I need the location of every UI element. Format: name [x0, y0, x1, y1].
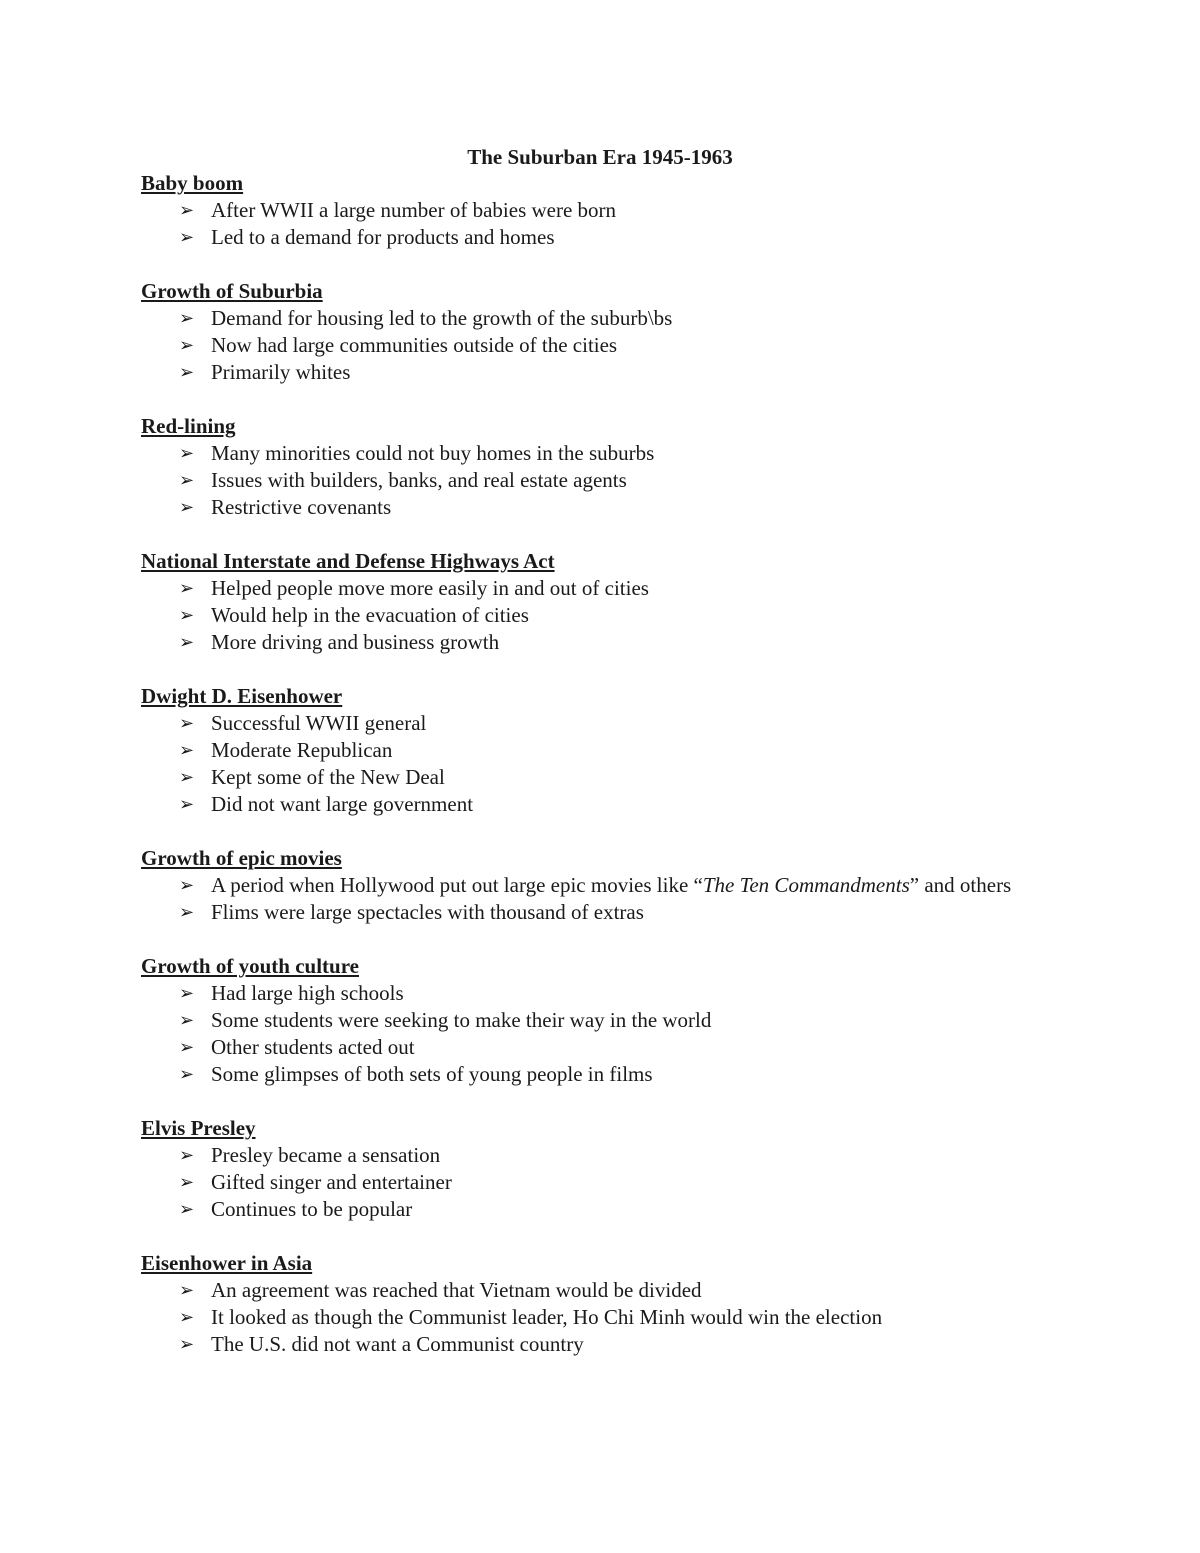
list-item-text: After WWII a large number of babies were born — [211, 198, 617, 222]
arrowhead-bullet-icon: ➢ — [179, 1172, 195, 1193]
list-item-text: Had large high schools — [211, 981, 404, 1005]
list-item-text: A period when Hollywood put out large epic movies like “ — [211, 873, 703, 897]
bullet-list — [141, 980, 1061, 1088]
list-item-text: Other students acted out — [211, 1035, 415, 1059]
arrowhead-bullet-icon: ➢ — [179, 578, 195, 599]
list-item — [141, 1196, 1061, 1223]
bullet-list — [141, 305, 1061, 386]
list-item — [141, 494, 1061, 521]
list-item — [141, 980, 1061, 1007]
list-item — [141, 332, 1061, 359]
section-growth-of-youth-culture — [141, 953, 1061, 1088]
list-item-text: The U.S. did not want a Communist country — [211, 1332, 584, 1356]
arrowhead-bullet-icon: ➢ — [179, 794, 195, 815]
list-item-text: Led to a demand for products and homes — [211, 225, 555, 249]
section-red-lining — [141, 413, 1061, 521]
section-heading: Growth of epic movies — [141, 846, 342, 870]
section-heading: Baby boom — [141, 171, 244, 195]
section-baby-boom — [141, 170, 1061, 251]
list-item — [141, 224, 1061, 251]
arrowhead-bullet-icon: ➢ — [179, 1280, 195, 1301]
arrowhead-bullet-icon: ➢ — [179, 362, 195, 383]
list-item — [141, 764, 1061, 791]
list-item — [141, 872, 1061, 899]
page-title: The Suburban Era 1945-1963 — [467, 145, 733, 169]
arrowhead-bullet-icon: ➢ — [179, 227, 195, 248]
list-item-text: Issues with builders, banks, and real estate agents — [211, 468, 627, 492]
list-item-text: ” and others — [909, 873, 1012, 897]
arrowhead-bullet-icon: ➢ — [179, 605, 195, 626]
bullet-list — [141, 1142, 1061, 1223]
list-item — [141, 305, 1061, 332]
arrowhead-bullet-icon: ➢ — [179, 1010, 195, 1031]
list-item-text: It looked as though the Communist leader, Ho Chi Minh would win the election — [211, 1305, 883, 1329]
list-item-text: Gifted singer and entertainer — [211, 1170, 452, 1194]
section-heading: Eisenhower in Asia — [141, 1251, 313, 1275]
arrowhead-bullet-icon: ➢ — [179, 740, 195, 761]
section-eisenhower-in-asia — [141, 1250, 1061, 1358]
list-item-text: An agreement was reached that Vietnam would be divided — [211, 1278, 702, 1302]
bullet-list — [141, 197, 1061, 251]
list-item-text: Kept some of the New Deal — [211, 765, 445, 789]
arrowhead-bullet-icon: ➢ — [179, 632, 195, 653]
arrowhead-bullet-icon: ➢ — [179, 767, 195, 788]
list-item-text: Primarily whites — [211, 360, 351, 384]
arrowhead-bullet-icon: ➢ — [179, 443, 195, 464]
list-item — [141, 1304, 1061, 1331]
list-item-text: More driving and business growth — [211, 630, 500, 654]
section-heading: Red-lining — [141, 414, 236, 438]
list-item — [141, 1061, 1061, 1088]
list-item-text: Now had large communities outside of the cities — [211, 333, 618, 357]
list-item-text: Some students were seeking to make their way in the world — [211, 1008, 712, 1032]
list-item — [141, 791, 1061, 818]
list-item-text: Continues to be popular — [211, 1197, 413, 1221]
list-item-text: Many minorities could not buy homes in the suburbs — [211, 441, 655, 465]
list-item — [141, 1142, 1061, 1169]
bullet-list — [141, 710, 1061, 818]
list-item-text: Helped people move more easily in and out of cities — [211, 576, 649, 600]
list-item — [141, 629, 1061, 656]
section-dwight-d-eisenhower — [141, 683, 1061, 818]
list-item — [141, 737, 1061, 764]
arrowhead-bullet-icon: ➢ — [179, 200, 195, 221]
arrowhead-bullet-icon: ➢ — [179, 1307, 195, 1328]
list-item — [141, 440, 1061, 467]
list-item — [141, 575, 1061, 602]
arrowhead-bullet-icon: ➢ — [179, 335, 195, 356]
list-item-text: Flims were large spectacles with thousand of extras — [211, 900, 644, 924]
list-item — [141, 1331, 1061, 1358]
arrowhead-bullet-icon: ➢ — [179, 1334, 195, 1355]
section-heading: Growth of youth culture — [141, 954, 359, 978]
list-item-text: Demand for housing led to the growth of the suburb\bs — [211, 306, 673, 330]
section-growth-of-epic-movies — [141, 845, 1061, 926]
list-item — [141, 1007, 1061, 1034]
bullet-list — [141, 440, 1061, 521]
bullet-list — [141, 872, 1061, 926]
bullet-list — [141, 575, 1061, 656]
list-item-text: Restrictive covenants — [211, 495, 392, 519]
document-body — [141, 170, 1061, 1385]
arrowhead-bullet-icon: ➢ — [179, 713, 195, 734]
arrowhead-bullet-icon: ➢ — [179, 470, 195, 491]
arrowhead-bullet-icon: ➢ — [179, 308, 195, 329]
section-elvis-presley — [141, 1115, 1061, 1223]
list-item-text: Some glimpses of both sets of young people in films — [211, 1062, 653, 1086]
list-item — [141, 1034, 1061, 1061]
section-national-interstate-and-defense-highways-act — [141, 548, 1061, 656]
list-item — [141, 197, 1061, 224]
arrowhead-bullet-icon: ➢ — [179, 902, 195, 923]
section-heading: Growth of Suburbia — [141, 279, 323, 303]
arrowhead-bullet-icon: ➢ — [179, 875, 195, 896]
arrowhead-bullet-icon: ➢ — [179, 1199, 195, 1220]
section-heading: Elvis Presley — [141, 1116, 256, 1140]
arrowhead-bullet-icon: ➢ — [179, 983, 195, 1004]
list-item — [141, 602, 1061, 629]
list-item — [141, 359, 1061, 386]
list-item-text: Would help in the evacuation of cities — [211, 603, 529, 627]
bullet-list — [141, 1277, 1061, 1358]
arrowhead-bullet-icon: ➢ — [179, 1037, 195, 1058]
list-item-text: Did not want large government — [211, 792, 474, 816]
movie-title: The Ten Commandments — [702, 873, 910, 897]
list-item-text: Successful WWII general — [211, 711, 427, 735]
section-heading: National Interstate and Defense Highways Act — [141, 549, 555, 573]
arrowhead-bullet-icon: ➢ — [179, 497, 195, 518]
list-item — [141, 899, 1061, 926]
list-item — [141, 1277, 1061, 1304]
arrowhead-bullet-icon: ➢ — [179, 1145, 195, 1166]
list-item-text: Moderate Republican — [211, 738, 393, 762]
arrowhead-bullet-icon: ➢ — [179, 1064, 195, 1085]
list-item — [141, 467, 1061, 494]
list-item-text: Presley became a sensation — [211, 1143, 441, 1167]
section-heading: Dwight D. Eisenhower — [141, 684, 343, 708]
section-growth-of-suburbia — [141, 278, 1061, 386]
list-item — [141, 1169, 1061, 1196]
list-item — [141, 710, 1061, 737]
